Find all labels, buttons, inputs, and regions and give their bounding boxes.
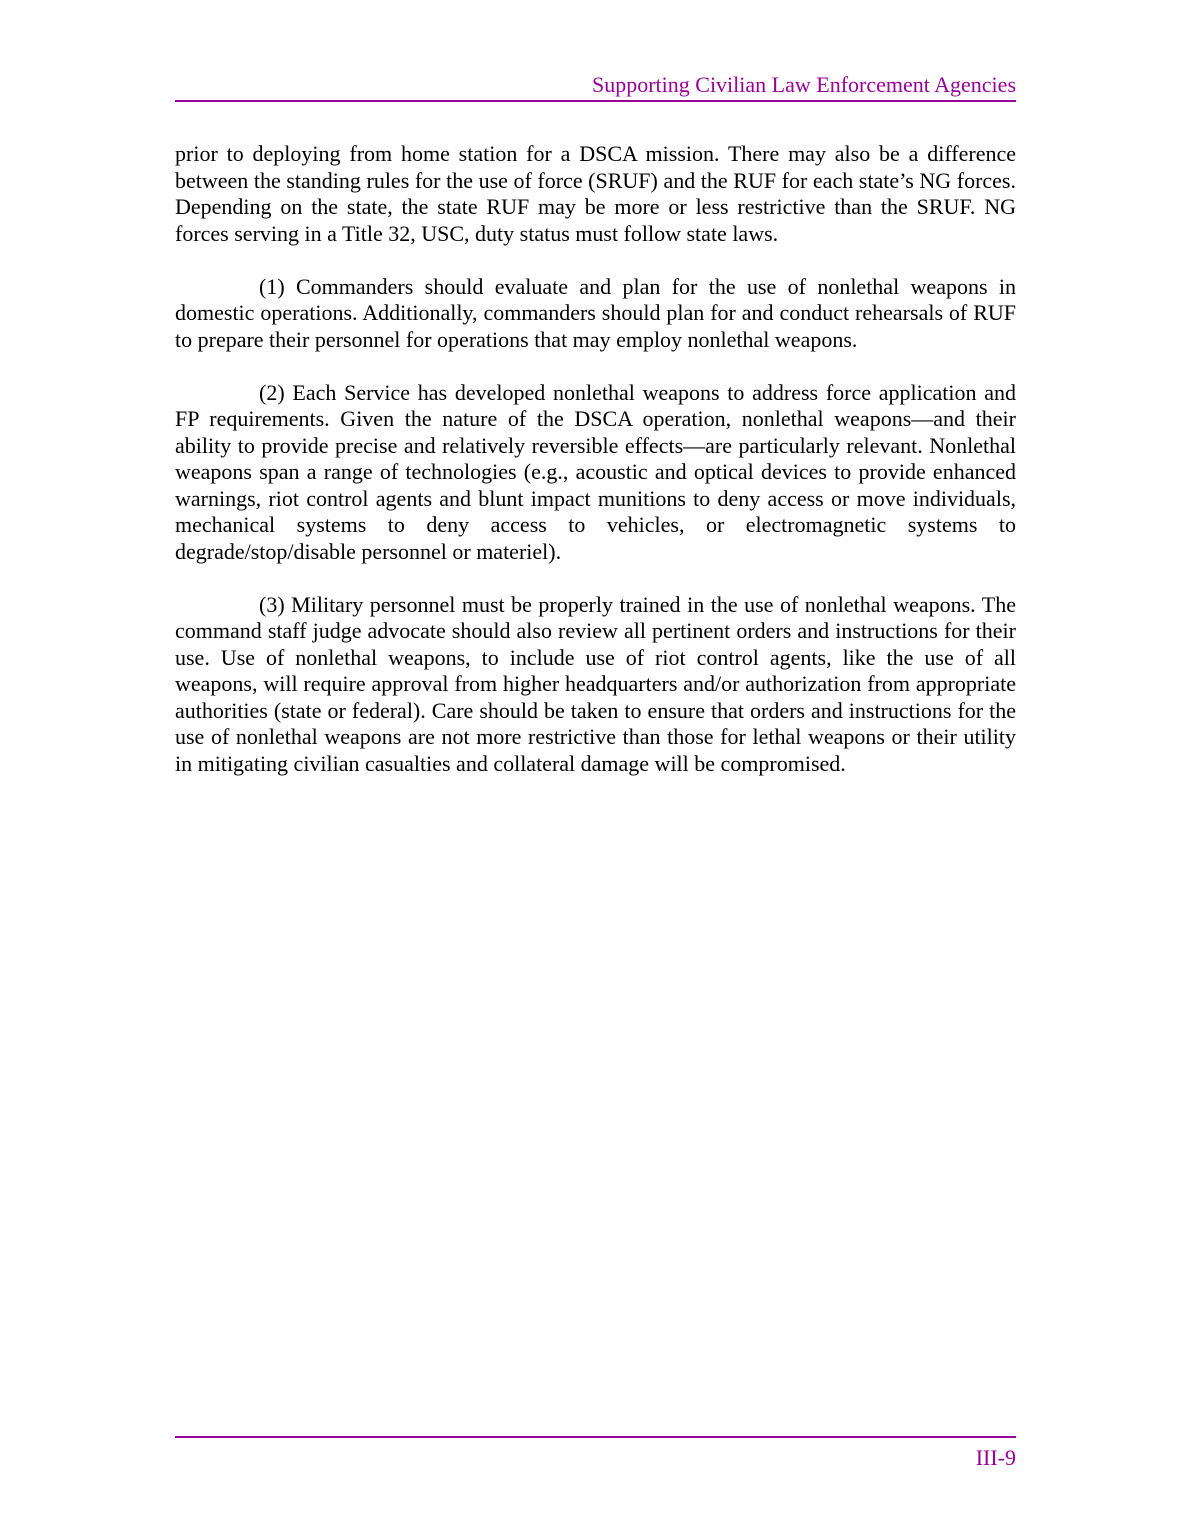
running-header-title: Supporting Civilian Law Enforcement Agencies	[591, 72, 1016, 97]
header-divider	[175, 100, 1016, 102]
paragraph-item-2: (2) Each Service has developed nonlethal weapons to address force application and FP requirements. Given the nature of the DSCA operation, nonlethal weapons—and their ability to provide precise and relatively reversible effects—are particularly relevant. Nonlethal weapons span a range of technologies (e.g., acoustic and optical devices to provide enhanced warnings, riot control agents and blunt impact munitions to deny access or move individuals, mechanical systems to deny access to vehicles, or electromagnetic systems to degrade/stop/disable personnel or materiel).	[175, 379, 1016, 564]
paragraph-continuation: prior to deploying from home station for a DSCA mission. There may also be a difference between the standing rules for the use of force (SRUF) and the RUF for each state’s NG forces. Depending on the state, the state RUF may be more or less restrictive than the SRUF. NG forces serving in a Title 32, USC, duty status must follow state laws.	[175, 141, 1016, 246]
paragraph-item-1: (1) Commanders should evaluate and plan for the use of nonlethal weapons in domestic operations. Additionally, commanders should plan for and conduct rehearsals of RUF to prepare their personnel for operations that may employ nonlethal weapons.	[175, 273, 1016, 352]
footer-divider	[175, 1436, 1016, 1438]
body-text	[175, 141, 1016, 804]
page-number: III-9	[975, 1445, 1016, 1470]
paragraph-item-3: (3) Military personnel must be properly trained in the use of nonlethal weapons. The command staff judge advocate should also review all pertinent orders and instructions for their use. Use of nonlethal weapons, to include use of riot control agents, like the use of all weapons, will require approval from higher headquarters and/or authorization from appropriate authorities (state or federal). Care should be taken to ensure that orders and instructions for the use of nonlethal weapons are not more restrictive than those for lethal weapons or their utility in mitigating civilian casualties and collateral damage will be compromised.	[175, 591, 1016, 776]
